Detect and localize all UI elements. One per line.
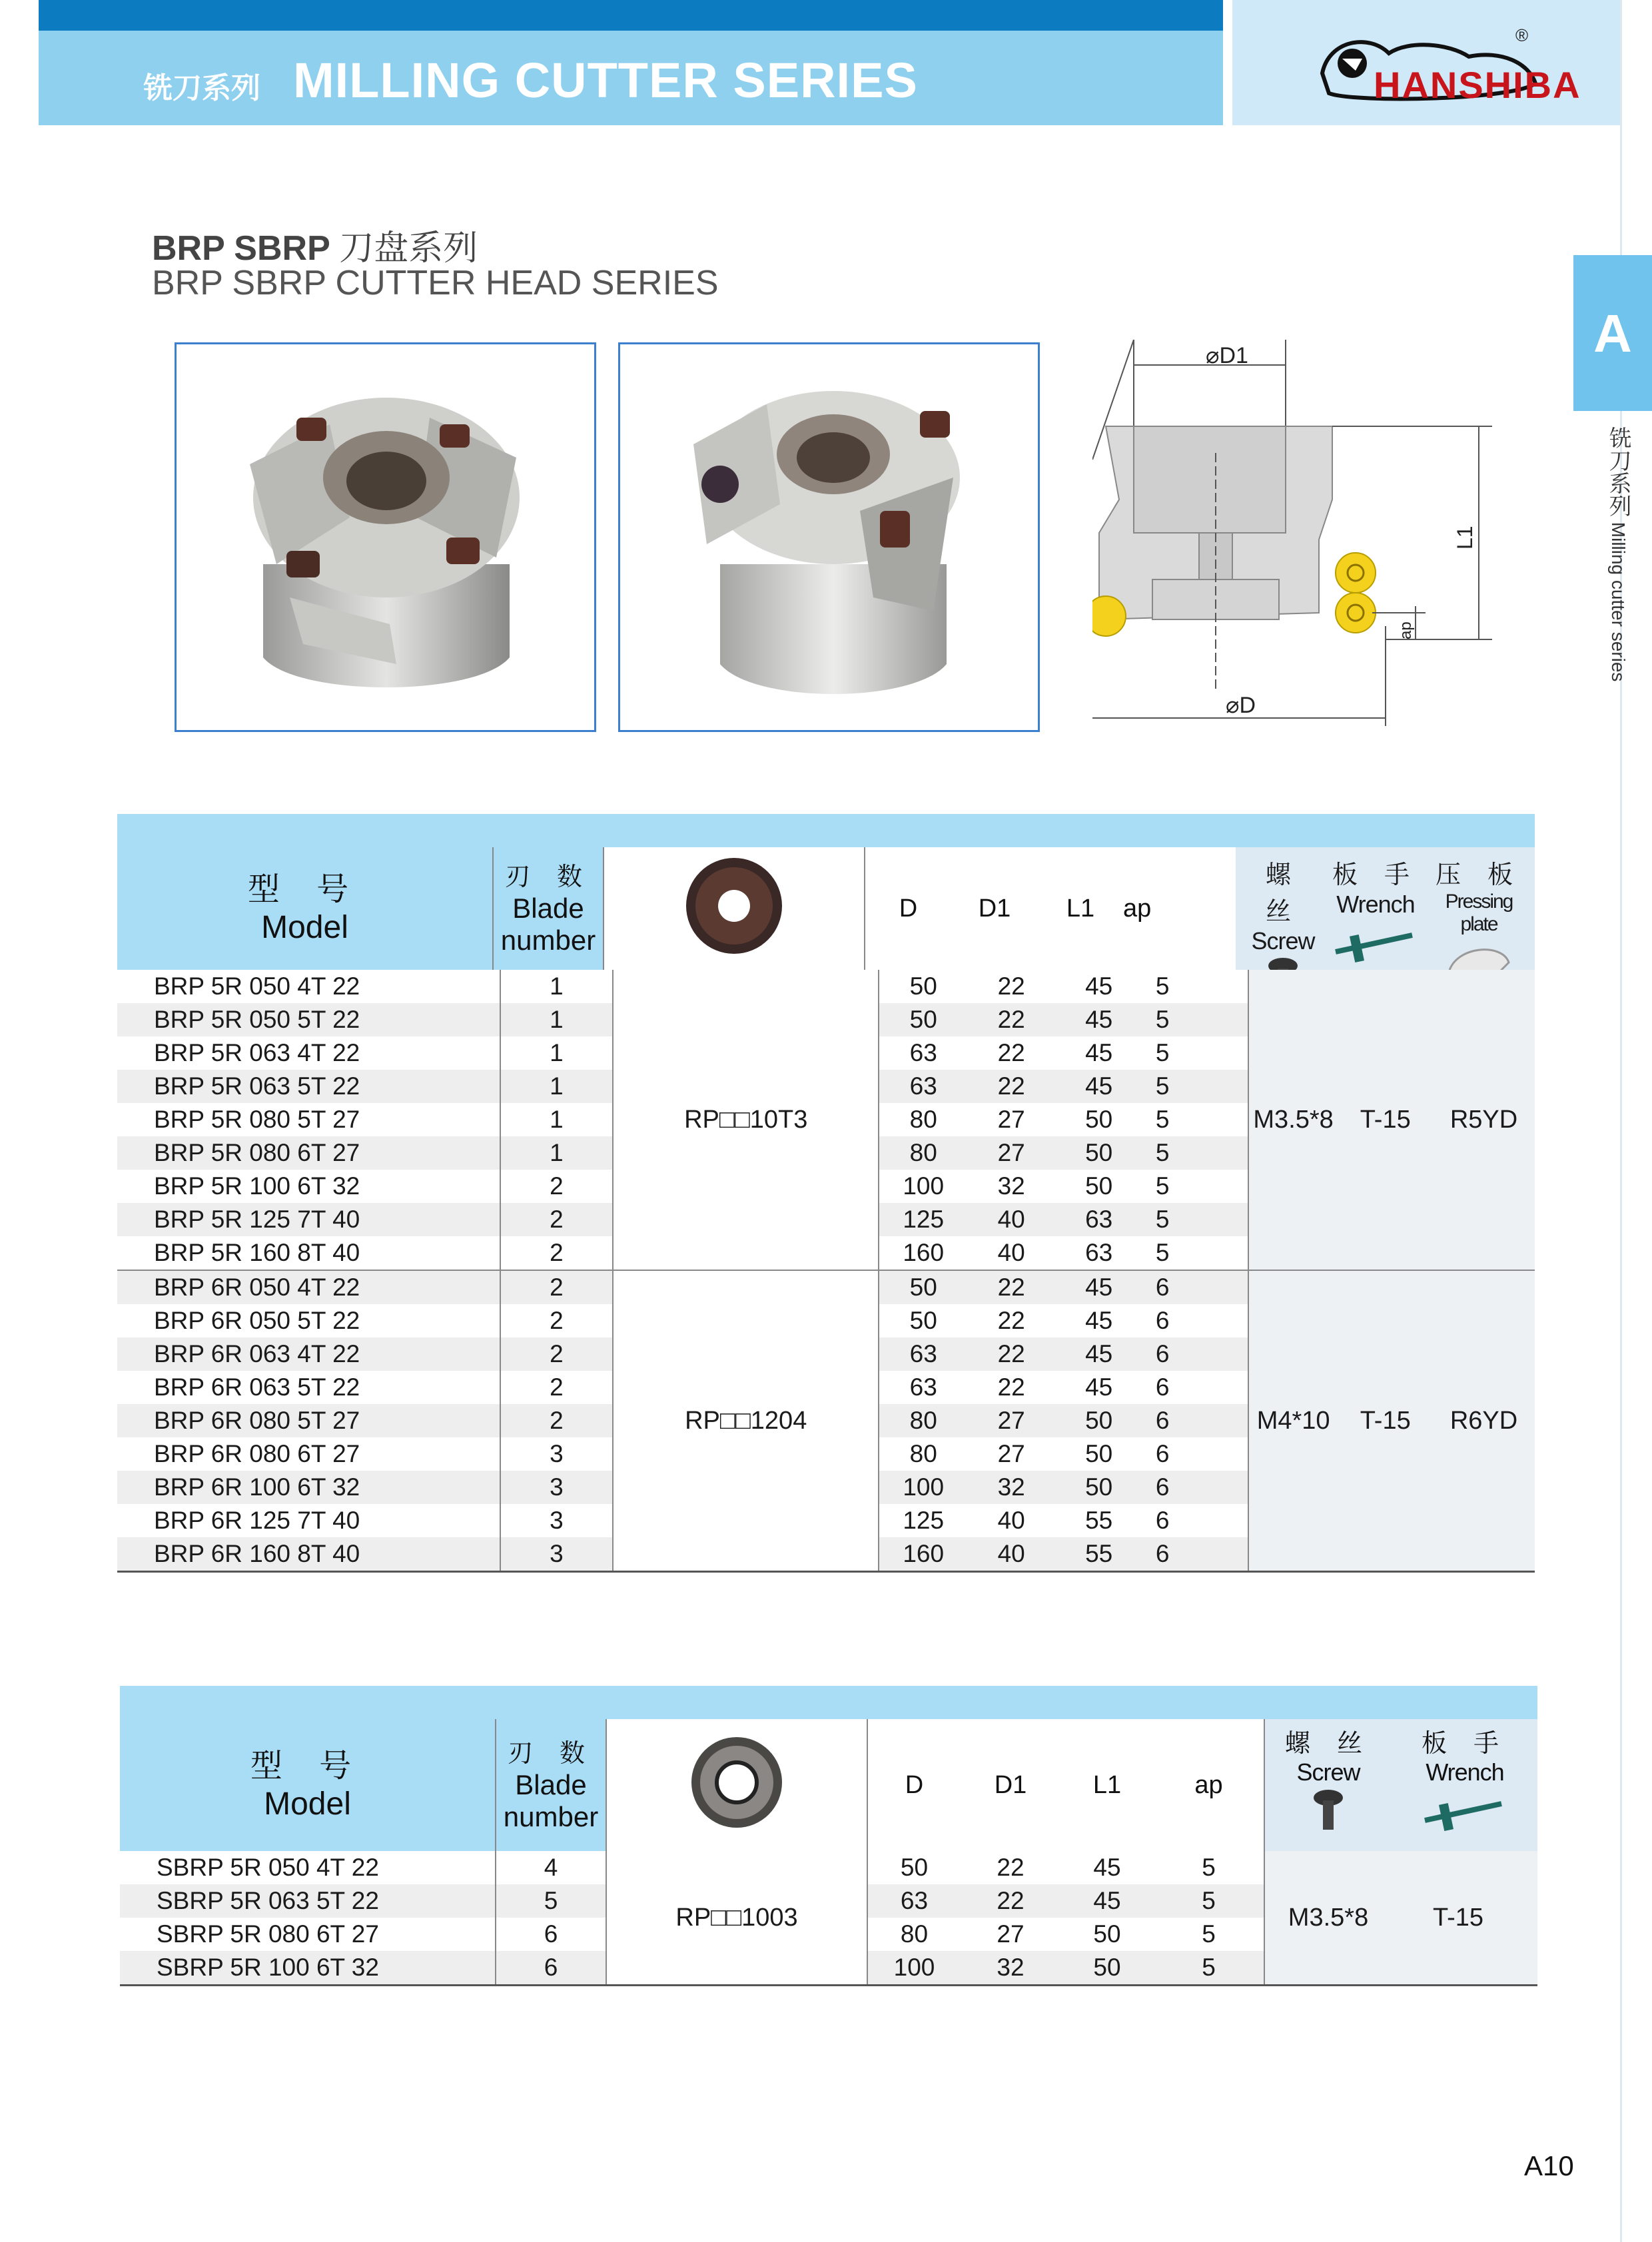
cell-l1: 50 — [1085, 1106, 1113, 1133]
header-model-cn: 型 号 — [247, 871, 362, 908]
section-tab-label-en: Milling cutter series — [1608, 522, 1629, 682]
cell-ap: 6 — [1142, 1270, 1248, 1304]
wrench-icon — [1422, 1787, 1508, 1834]
cell-d1: 22 — [967, 1070, 1055, 1103]
header-plate-cn: 压 板 — [1435, 860, 1523, 889]
cell-l1: 50 — [1055, 1136, 1142, 1170]
cell-d1: 22 — [997, 1373, 1025, 1401]
header-blade-en-1: Blade — [515, 1769, 587, 1800]
cell-blade: 2 — [500, 1170, 613, 1203]
cell-screw: M4*10 — [1248, 1270, 1338, 1572]
cell-d: 160 — [879, 1236, 967, 1270]
cell-l1: 50 — [1085, 1440, 1113, 1467]
cell-l1: 50 — [1055, 1471, 1142, 1504]
section-tab-label-cn: 铣刀系列 — [1605, 426, 1631, 517]
cell-l1: 50 — [1085, 1172, 1113, 1200]
cell-d: 80 — [909, 1106, 937, 1133]
cell-l1: 63 — [1055, 1236, 1142, 1270]
cell-ap: 6 — [1142, 1537, 1248, 1572]
registered-mark: ® — [1515, 25, 1529, 45]
cell-model: BRP 6R 080 6T 27 — [117, 1437, 500, 1471]
cell-blade: 6 — [496, 1918, 606, 1951]
cell-blade: 3 — [500, 1437, 613, 1471]
cell-d: 63 — [909, 1373, 937, 1401]
header-screw-cn: 螺 丝 — [1284, 1728, 1372, 1758]
cell-d1: 22 — [997, 1307, 1025, 1334]
cell-d: 50 — [879, 1003, 967, 1036]
cell-d1: 32 — [961, 1951, 1060, 1986]
cell-ap: 6 — [1142, 1371, 1248, 1404]
cell-insert: RP□□1003 — [606, 1851, 867, 1986]
header-blade-cn: 刃 数 — [507, 1738, 595, 1768]
diagram-label-ap: ap — [1397, 621, 1415, 639]
cell-model: SBRP 5R 050 4T 22 — [120, 1851, 496, 1884]
header-screw-cn: 螺 丝 — [1265, 860, 1300, 926]
cell-blade: 2 — [500, 1371, 613, 1404]
cell-d1: 40 — [967, 1236, 1055, 1270]
cell-screw: M3.5*8 — [1288, 1903, 1369, 1932]
header-blade-en-2: number — [500, 925, 596, 956]
cell-d: 50 — [909, 972, 937, 1000]
cell-d1: 32 — [997, 1172, 1025, 1200]
cell-d1: 22 — [997, 1039, 1025, 1066]
cutter-head-image — [620, 344, 1038, 730]
table-row — [117, 970, 1535, 1003]
cell-d: 100 — [879, 1471, 967, 1504]
page-number: A10 — [1524, 2150, 1574, 2181]
header-screw-en: Screw — [1251, 927, 1315, 954]
cell-ap: 5 — [1142, 1170, 1248, 1203]
cell-d: 100 — [903, 1172, 945, 1200]
cell-l1: 45 — [1093, 1854, 1121, 1881]
cell-model: BRP 6R 063 5T 22 — [117, 1371, 500, 1404]
cell-model: BRP 5R 050 4T 22 — [117, 970, 500, 1003]
cell-l1: 45 — [1060, 1884, 1154, 1918]
cell-ap: 5 — [1154, 1884, 1264, 1918]
header-title-cn: 铣刀系列 — [143, 71, 260, 105]
header-model — [117, 847, 493, 970]
cell-l1: 45 — [1085, 1307, 1113, 1334]
cell-d: 80 — [909, 1440, 937, 1467]
cell-blade: 2 — [500, 1304, 613, 1337]
header-title-en: MILLING CUTTER SERIES — [293, 53, 918, 108]
cell-model: BRP 6R 100 6T 32 — [117, 1471, 500, 1504]
cell-model: BRP 5R 080 5T 27 — [117, 1103, 500, 1136]
cell-ap: 6 — [1142, 1437, 1248, 1471]
header-screw-en: Screw — [1296, 1758, 1360, 1786]
table1-top-bar — [117, 814, 1535, 847]
cell-d1: 27 — [997, 1106, 1025, 1133]
cell-model: BRP 5R 063 5T 22 — [117, 1070, 500, 1103]
header-blade-en-1: Blade — [512, 893, 584, 924]
cell-d: 50 — [879, 1270, 967, 1304]
diagram-label-d: ⌀D — [1226, 693, 1256, 718]
section-title-cn: 刀盘系列 — [339, 228, 478, 268]
cell-d: 80 — [879, 1404, 967, 1437]
header-plate-en: Pressing plate — [1445, 891, 1513, 935]
header-d1: D1 — [951, 847, 1038, 970]
cell-blade: 2 — [500, 1270, 613, 1304]
cell-ap: 6 — [1142, 1504, 1248, 1537]
table2-top-bar — [120, 1686, 1537, 1719]
cell-ap: 5 — [1142, 1036, 1248, 1070]
cell-wrench: T-15 — [1338, 1270, 1433, 1572]
cell-ap: 6 — [1142, 1471, 1248, 1504]
cell-d1: 27 — [997, 1440, 1025, 1467]
cell-d: 50 — [909, 1307, 937, 1334]
round-insert-icon — [683, 1732, 790, 1832]
cell-d1: 27 — [997, 1920, 1025, 1948]
header-wrench — [1398, 1728, 1531, 1840]
cell-d1: 27 — [967, 1136, 1055, 1170]
cell-l1: 55 — [1055, 1537, 1142, 1572]
header-d1: D1 — [961, 1719, 1060, 1851]
cutter-head-image — [177, 344, 594, 730]
cell-l1: 45 — [1055, 1337, 1142, 1371]
cell-d: 63 — [909, 1039, 937, 1066]
cell-d1: 22 — [961, 1884, 1060, 1918]
header-blade — [493, 847, 604, 970]
cell-model: BRP 5R 100 6T 32 — [117, 1170, 500, 1203]
cell-ap: 5 — [1142, 1003, 1248, 1036]
diagram-label-d1: ⌀D1 — [1206, 343, 1248, 368]
section-tab-letter: A — [1593, 304, 1632, 363]
cell-blade: 1 — [500, 1003, 613, 1036]
cell-model: BRP 6R 080 5T 27 — [117, 1404, 500, 1437]
header-blade-cn: 刃 数 — [504, 862, 592, 891]
header-ap: ap — [1154, 1719, 1264, 1851]
cell-d1: 22 — [997, 972, 1025, 1000]
cell-d1: 27 — [967, 1404, 1055, 1437]
cell-ap: 5 — [1142, 1236, 1248, 1270]
cell-blade: 4 — [496, 1851, 606, 1884]
cell-wrench: T-15 — [1432, 1903, 1484, 1932]
header-insert-image — [604, 847, 865, 970]
cell-screw: M3.5*8 — [1248, 970, 1338, 1270]
cell-blade: 2 — [500, 1337, 613, 1371]
header-wrench-en: Wrench — [1336, 891, 1415, 918]
header-top-strip — [39, 0, 1223, 31]
header-model-cn: 型 号 — [250, 1747, 365, 1784]
cell-l1: 63 — [1055, 1203, 1142, 1236]
cell-wrench: T-15 — [1338, 970, 1433, 1270]
cell-ap: 6 — [1142, 1404, 1248, 1437]
cell-model: BRP 5R 160 8T 40 — [117, 1236, 500, 1270]
cell-model: BRP 6R 050 4T 22 — [117, 1270, 500, 1304]
table-row — [120, 1851, 1537, 1884]
cell-ap: 5 — [1142, 1203, 1248, 1236]
cell-l1: 45 — [1085, 972, 1113, 1000]
cell-model: BRP 5R 125 7T 40 — [117, 1203, 500, 1236]
cell-l1: 55 — [1085, 1507, 1113, 1534]
cell-blade: 6 — [496, 1951, 606, 1986]
cell-blade: 1 — [500, 1070, 613, 1103]
cell-blade: 1 — [500, 1136, 613, 1170]
cell-d1: 40 — [997, 1507, 1025, 1534]
cell-d1: 32 — [967, 1471, 1055, 1504]
cell-ap: 5 — [1154, 1951, 1264, 1986]
cell-accessories — [1264, 1851, 1537, 1986]
cell-model: BRP 6R 125 7T 40 — [117, 1504, 500, 1537]
cell-ap: 5 — [1142, 1103, 1248, 1136]
header-l1: L1 — [1060, 1719, 1154, 1851]
cell-blade: 3 — [500, 1537, 613, 1572]
header-model — [120, 1719, 496, 1851]
table-row — [117, 1270, 1535, 1304]
section-title-prefix: BRP SBRP — [152, 229, 330, 268]
cell-blade: 1 — [500, 970, 613, 1003]
header-screw — [1265, 1728, 1392, 1840]
cell-ap: 6 — [1142, 1337, 1248, 1371]
header-ap: ap — [1123, 847, 1408, 970]
cell-plate: R5YD — [1433, 970, 1535, 1270]
cell-model: BRP 5R 080 6T 27 — [117, 1136, 500, 1170]
cell-d: 80 — [900, 1920, 929, 1948]
cell-ap: 5 — [1142, 970, 1248, 1003]
header-wrench-cn: 板 手 — [1332, 860, 1420, 889]
cell-d: 63 — [867, 1884, 961, 1918]
cell-ap: 5 — [1154, 1851, 1264, 1884]
header-wrench — [1329, 854, 1422, 968]
header-blade — [496, 1719, 606, 1851]
cell-insert: RP□□1204 — [613, 1270, 879, 1572]
cell-l1: 50 — [1060, 1951, 1154, 1986]
cell-l1: 45 — [1085, 1039, 1113, 1066]
cell-d1: 40 — [967, 1537, 1055, 1572]
section-tab-label — [1602, 426, 1635, 681]
table1-accessory-header — [1236, 847, 1535, 970]
cell-blade: 2 — [500, 1203, 613, 1236]
diagram-label-l1: L1 — [1453, 526, 1477, 550]
cell-d1: 22 — [997, 1854, 1025, 1881]
screw-icon — [1308, 1787, 1348, 1834]
cell-model: BRP 6R 160 8T 40 — [117, 1537, 500, 1572]
cell-d: 50 — [900, 1854, 929, 1881]
cell-blade: 2 — [500, 1236, 613, 1270]
header-model-en: Model — [264, 1786, 351, 1822]
cell-model: BRP 5R 063 4T 22 — [117, 1036, 500, 1070]
section-subtitle: BRP SBRP CUTTER HEAD SERIES — [152, 264, 719, 302]
cell-model: BRP 6R 063 4T 22 — [117, 1337, 500, 1371]
cell-l1: 45 — [1055, 1070, 1142, 1103]
cutter-photo-2 — [618, 342, 1040, 732]
cell-plate: R6YD — [1433, 1270, 1535, 1572]
cell-blade: 2 — [500, 1404, 613, 1437]
cell-d: 125 — [903, 1507, 945, 1534]
table2-header-row — [120, 1719, 1537, 1851]
header-wrench-en: Wrench — [1426, 1758, 1504, 1786]
cell-l1: 45 — [1055, 1003, 1142, 1036]
header-insert-image — [606, 1719, 867, 1851]
header-accessories — [1264, 1719, 1537, 1851]
cell-d1: 22 — [967, 1337, 1055, 1371]
cell-l1: 45 — [1085, 1373, 1113, 1401]
cell-model: BRP 6R 050 5T 22 — [117, 1304, 500, 1337]
brand-name: HANSHIBA — [1374, 64, 1581, 106]
wrench-icon — [1332, 919, 1419, 965]
cell-blade: 3 — [500, 1504, 613, 1537]
cell-d: 80 — [879, 1136, 967, 1170]
cutter-photo-1 — [175, 342, 596, 732]
header-d: D — [865, 847, 951, 970]
header-wrench-cn: 板 手 — [1421, 1728, 1509, 1758]
header-model-en: Model — [261, 910, 348, 945]
cell-d: 63 — [879, 1337, 967, 1371]
cell-model: SBRP 5R 080 6T 27 — [120, 1918, 496, 1951]
cell-model: SBRP 5R 100 6T 32 — [120, 1951, 496, 1986]
cell-d1: 40 — [967, 1203, 1055, 1236]
cell-blade: 5 — [496, 1884, 606, 1918]
cell-blade: 3 — [500, 1471, 613, 1504]
header-blade-en-2: number — [503, 1801, 599, 1832]
cell-insert: RP□□10T3 — [613, 970, 879, 1270]
cell-d: 125 — [879, 1203, 967, 1236]
cell-d1: 22 — [967, 1003, 1055, 1036]
cell-model: BRP 5R 050 5T 22 — [117, 1003, 500, 1036]
header-l1: L1 — [1038, 847, 1123, 970]
table1-body — [117, 970, 1535, 1573]
cell-d: 63 — [879, 1070, 967, 1103]
round-insert-icon — [674, 856, 794, 956]
cell-ap: 5 — [1154, 1918, 1264, 1951]
cell-blade: 1 — [500, 1036, 613, 1070]
cell-l1: 45 — [1055, 1270, 1142, 1304]
cell-d1: 22 — [967, 1270, 1055, 1304]
cell-ap: 5 — [1142, 1136, 1248, 1170]
cell-l1: 50 — [1055, 1404, 1142, 1437]
cell-l1: 50 — [1093, 1920, 1121, 1948]
cell-model: SBRP 5R 063 5T 22 — [120, 1884, 496, 1918]
table2 — [120, 1719, 1537, 1986]
dimension-diagram — [1092, 340, 1519, 739]
cell-blade: 1 — [500, 1103, 613, 1136]
section-title — [152, 220, 478, 270]
cell-d: 160 — [879, 1537, 967, 1572]
header-d: D — [867, 1719, 961, 1851]
cell-ap: 5 — [1142, 1070, 1248, 1103]
header-plate — [1426, 854, 1532, 986]
cell-d: 100 — [867, 1951, 961, 1986]
cell-ap: 6 — [1142, 1304, 1248, 1337]
